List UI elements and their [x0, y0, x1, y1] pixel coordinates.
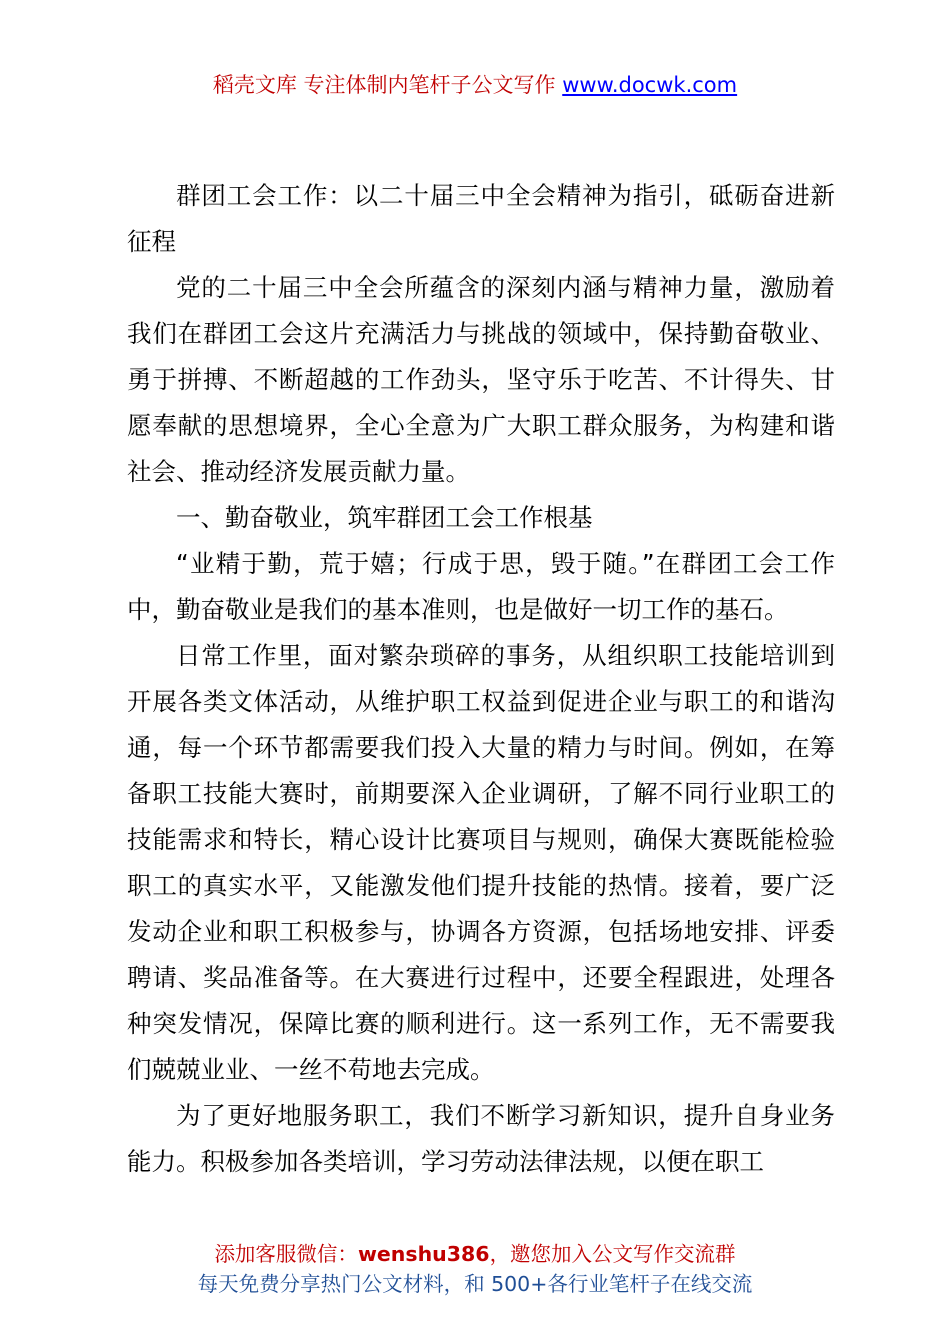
paragraph-learning: 为了更好地服务职工，我们不断学习新知识，提升自身业务能力。积极参加各类培训，学习劳动法律法规，以便在职工: [127, 1101, 835, 1176]
page-header: [0, 70, 950, 100]
section-heading-1: 一、勤奋敬业，筑牢群团工会工作根基: [176, 503, 593, 532]
paragraph-daily-work: 日常工作里，面对繁杂琐碎的事务，从组织职工技能培训到开展各类文体活动，从维护职工权益到促进企业与职工的和谐沟通，每一个环节都需要我们投入大量的精力与时间。例如，在筹备职工技能大赛时，前期要深入企业调研，了解不同行业职工的技能需求和特长，精心设计比赛项目与规则，确保大赛既能检验职工的真实水平，又能激发他们提升技能的热情。接着，要广泛发动企业和职工积极参与，协调各方资源，包括场地安排、评委聘请、奖品准备等。在大赛进行过程中，还要全程跟进，处理各种突发情况，保障比赛的顺利进行。这一系列工作，无不需要我们兢兢业业、一丝不苟地去完成。: [127, 641, 835, 1084]
document-body: [127, 173, 835, 1185]
document-title: 群团工会工作：以二十届三中全会精神为指引，砥砺奋进新征程: [127, 181, 835, 256]
footer-share-line: 每天免费分享热门公文材料，和 500+各行业笔杆子在线交流: [197, 1272, 753, 1296]
paragraph-quote: “业精于勤，荒于嬉；行成于思，毁于随。”在群团工会工作中，勤奋敬业是我们的基本准则，也是做好一切工作的基石。: [127, 549, 835, 624]
footer-wechat-id: wenshu386: [357, 1242, 490, 1266]
header-site-link[interactable]: www.docwk.com: [562, 73, 738, 97]
paragraph-intro: 党的二十届三中全会所蕴含的深刻内涵与精神力量，激励着我们在群团工会这片充满活力与挑战的领域中，保持勤奋敬业、勇于拼搏、不断超越的工作劲头，坚守乐于吃苦、不计得失、甘愿奉献的思想境界，全心全意为广大职工群众服务，为构建和谐社会、推动经济发展贡献力量。: [127, 273, 835, 486]
footer-wechat-prefix: 添加客服微信：: [214, 1242, 358, 1266]
footer-wechat-line: [0, 1240, 950, 1269]
footer-wechat-suffix: ，邀您加入公文写作交流群: [489, 1242, 736, 1266]
header-brand-text: 稻壳文库 专注体制内笔杆子公文写作: [212, 73, 563, 97]
